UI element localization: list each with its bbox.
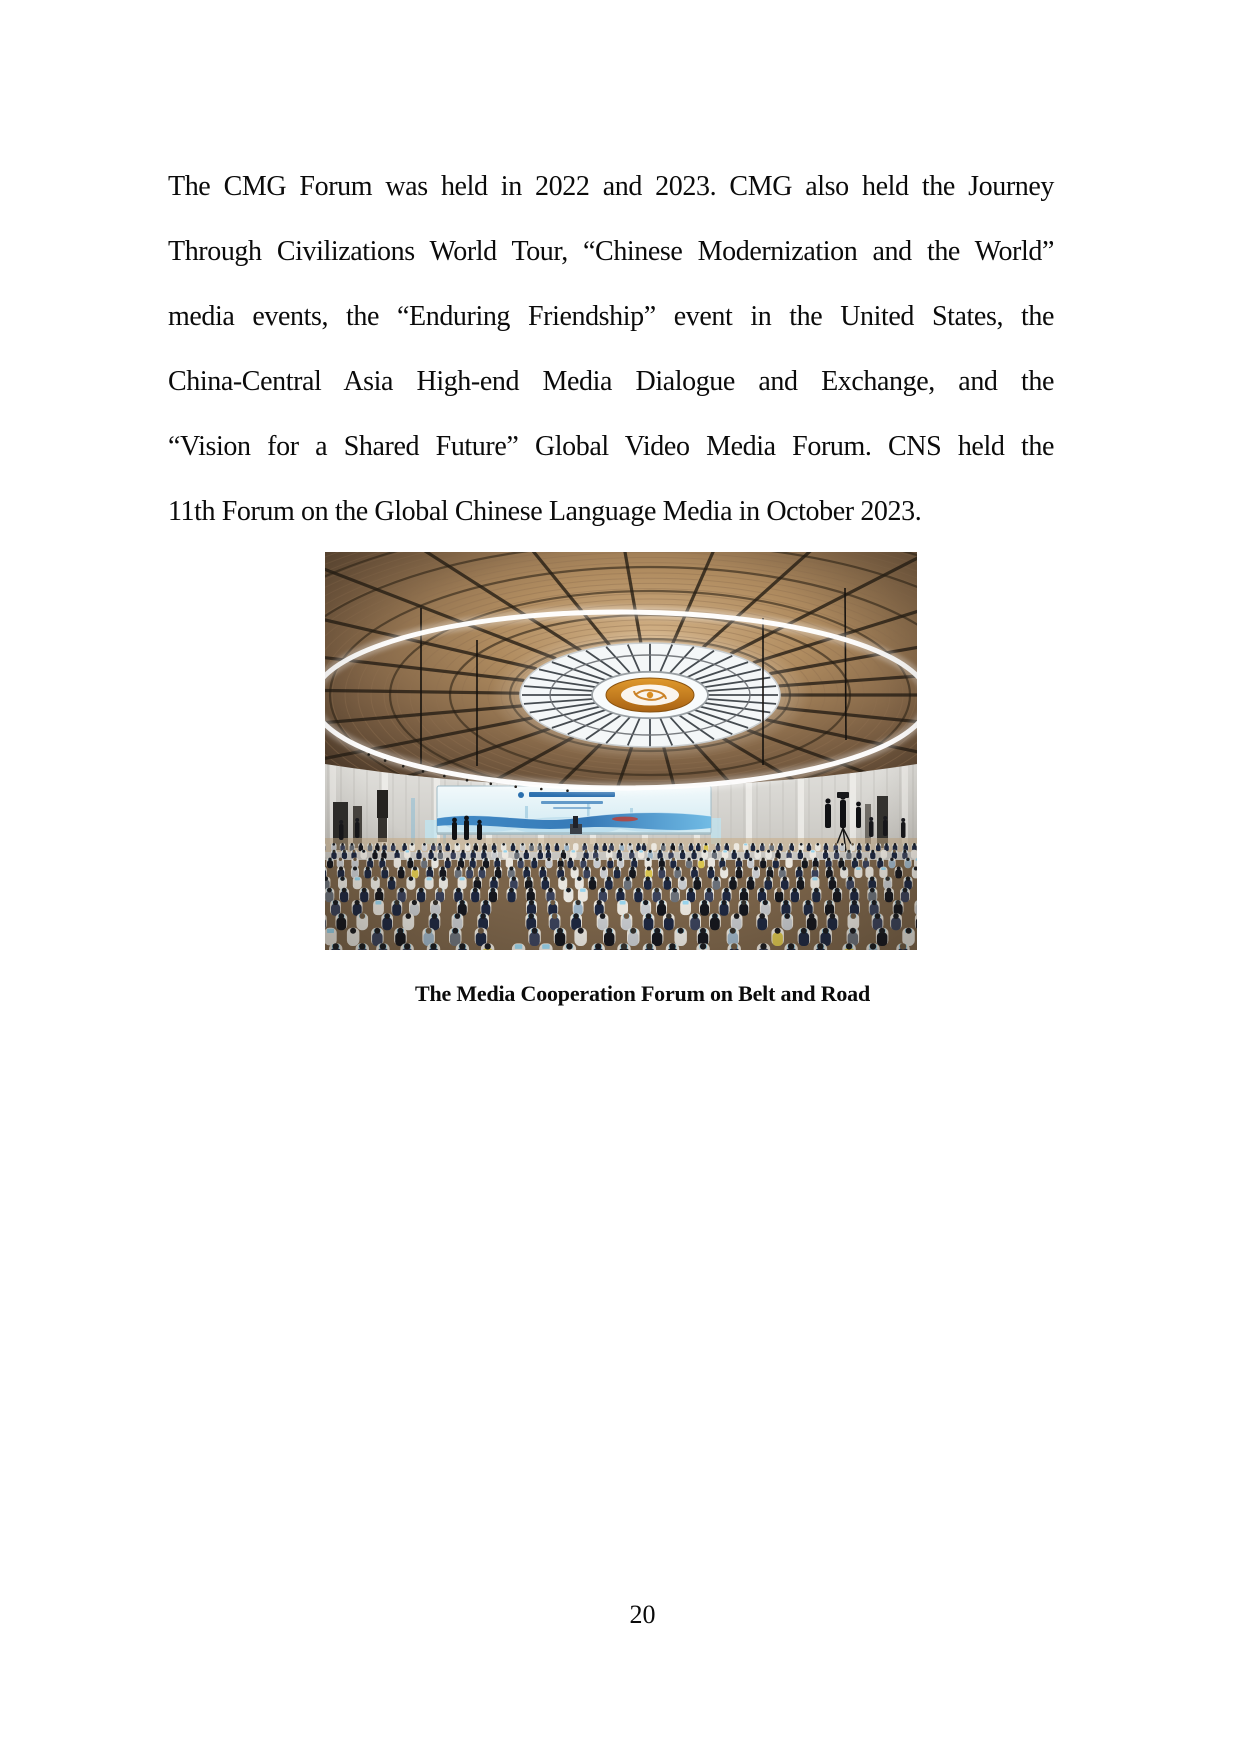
paragraph-line: Through Civilizations World Tour, “Chinese Modernization and the World”	[168, 236, 1054, 267]
paragraph-line: 11th Forum on the Global Chinese Language Media in October 2023.	[168, 496, 922, 527]
photo-vignette	[325, 552, 917, 950]
paragraph-line: China-Central Asia High-end Media Dialogue and Exchange, and the	[168, 366, 1054, 397]
paragraph-line: media events, the “Enduring Friendship” event in the United States, the	[168, 301, 1054, 332]
conference-photo	[325, 552, 917, 950]
body-paragraph	[168, 154, 1054, 544]
conference-photo-art	[325, 552, 917, 950]
figure-caption: The Media Cooperation Forum on Belt and Road	[414, 981, 871, 1006]
paragraph-line: “Vision for a Shared Future” Global Video Media Forum. CNS held the	[168, 431, 1054, 462]
page-number: 20	[629, 1600, 656, 1629]
paragraph-line: The CMG Forum was held in 2022 and 2023. CMG also held the Journey	[168, 171, 1054, 202]
